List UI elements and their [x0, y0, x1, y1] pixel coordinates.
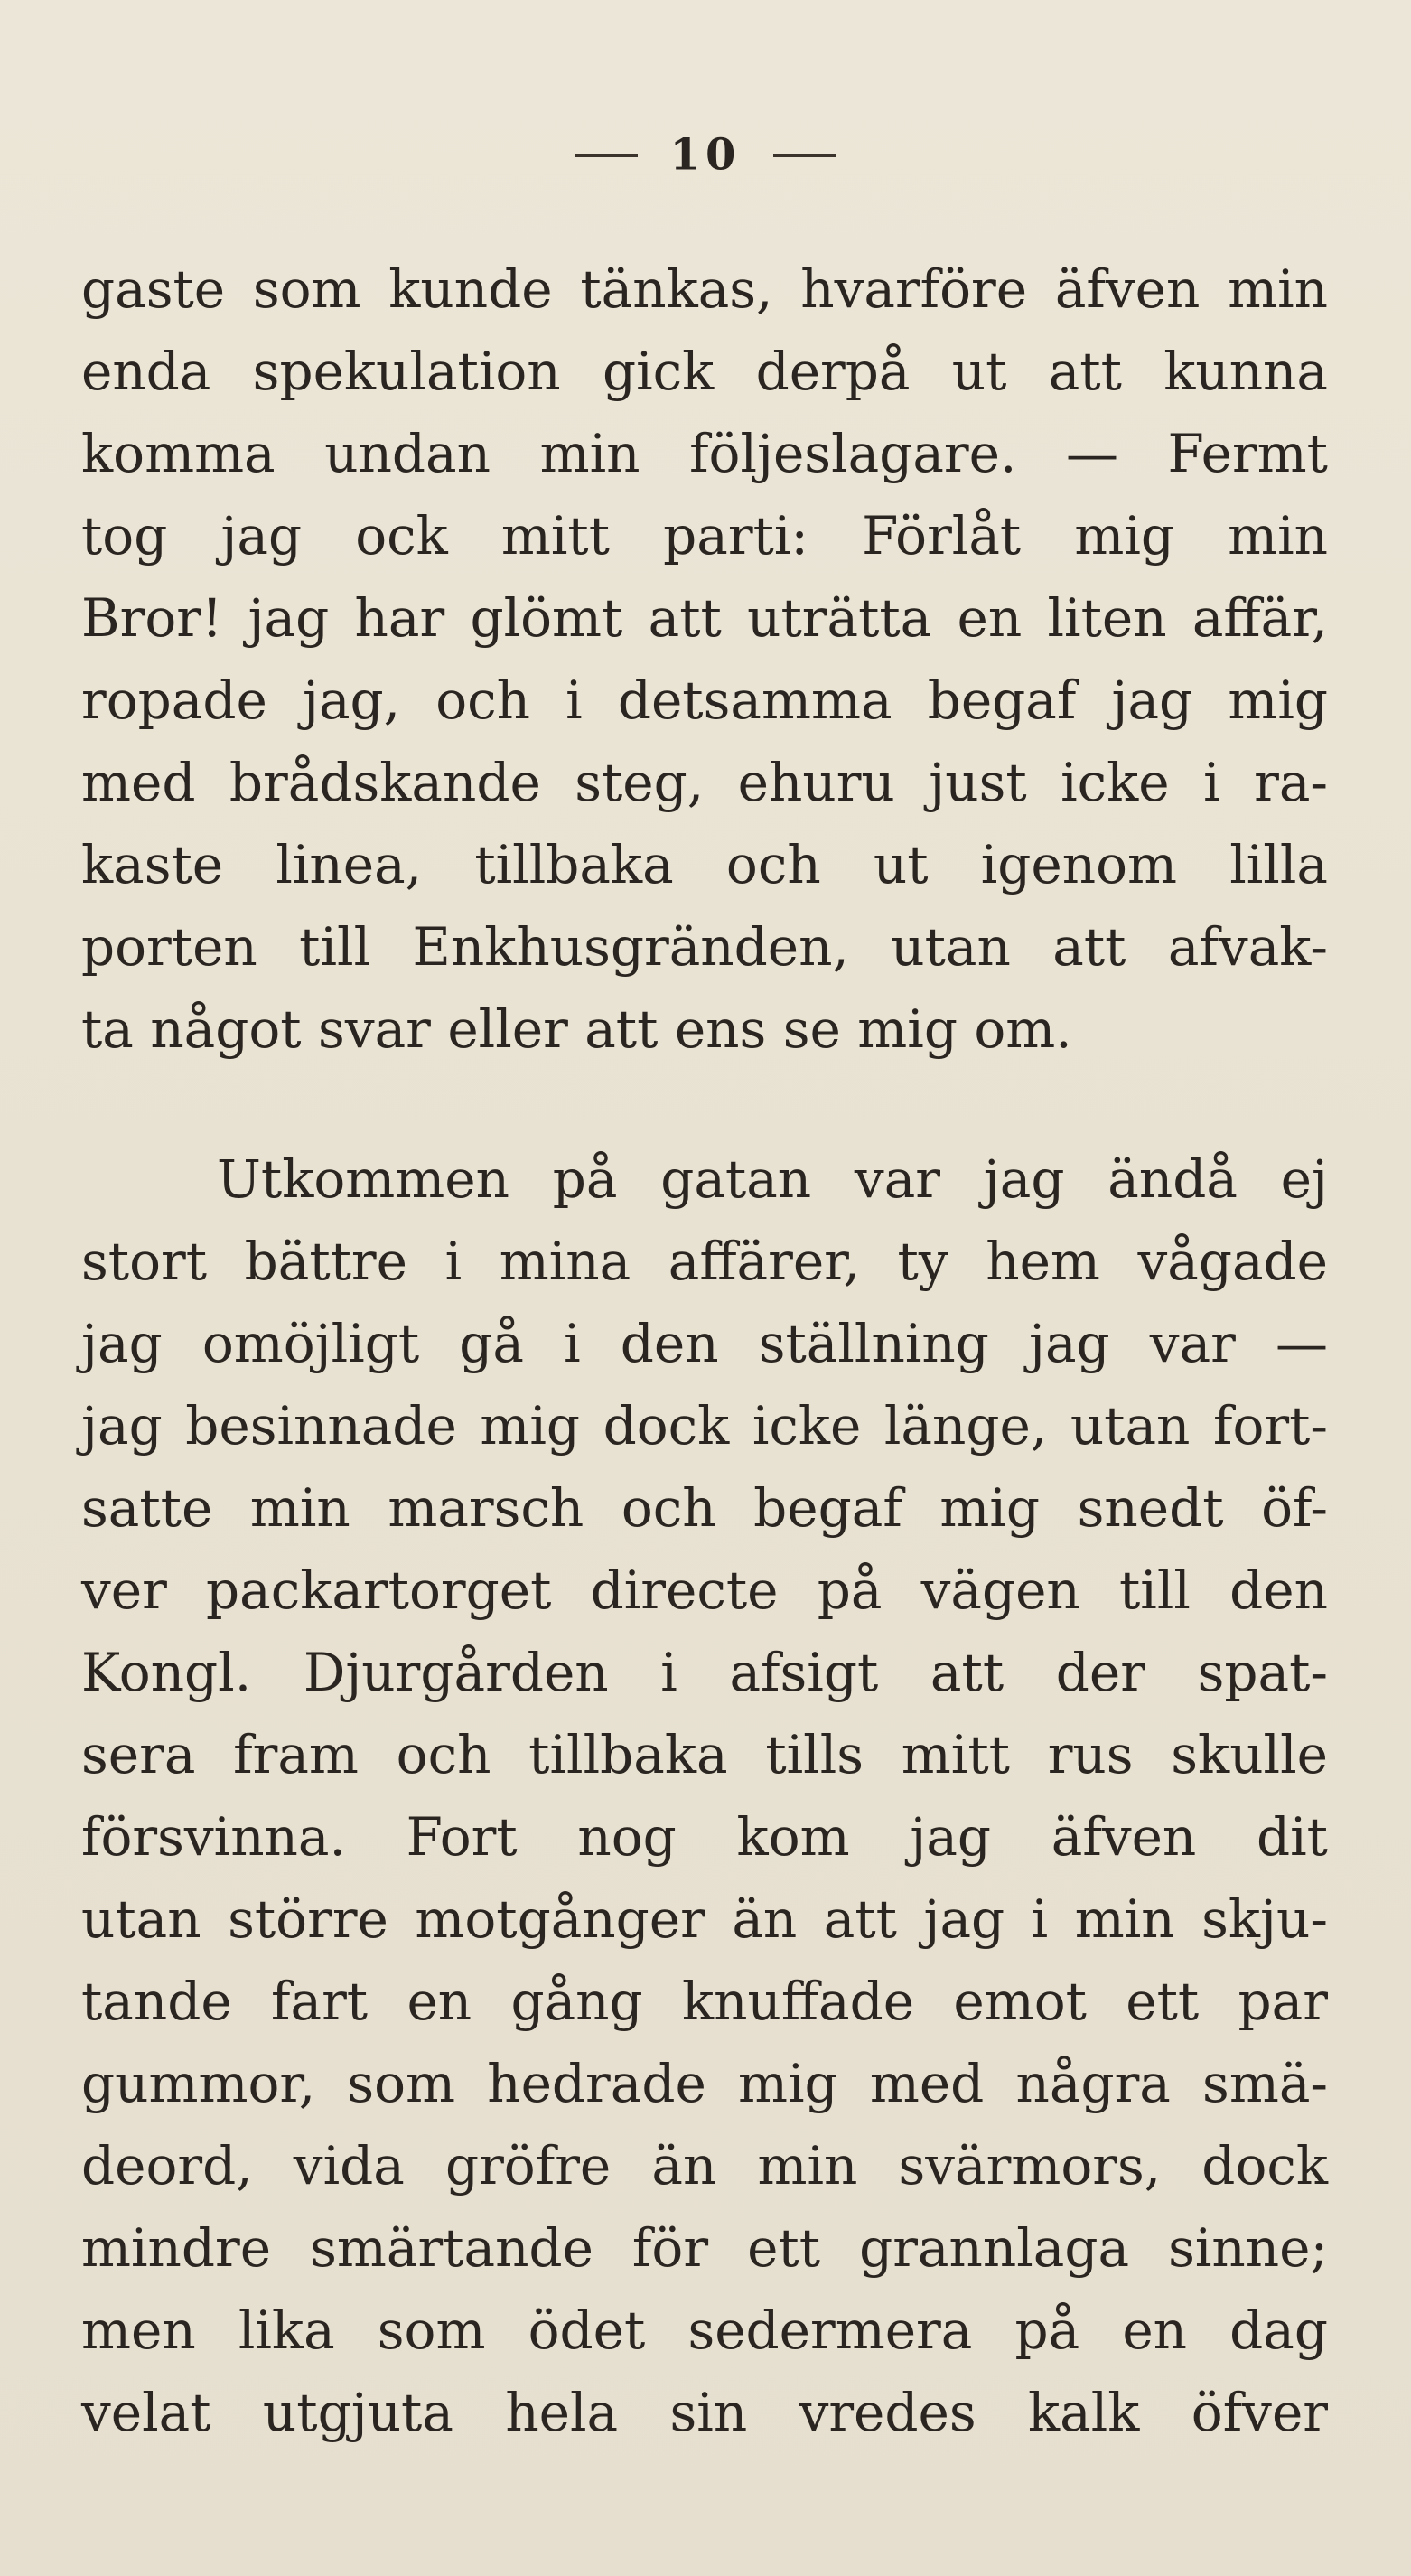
text-line: men lika som ödet sedermera på en dag — [81, 2300, 1328, 2361]
text-line: gummor, som hedrade mig med några smä- — [81, 2053, 1328, 2114]
header-dash-right — [773, 154, 836, 157]
text-line: ta något svar eller att ens se mig om. — [81, 998, 1072, 1060]
text-line: tande fart en gång knuffade emot ett par — [81, 1971, 1328, 2032]
text-line: komma undan min följeslagare. — Fermt — [81, 423, 1328, 484]
text-line: ver packartorget directe på vägen till den — [81, 1560, 1328, 1621]
text-line: Kongl. Djurgården i afsigt att der spat- — [81, 1642, 1328, 1703]
text-line: utan större motgånger än att jag i min skju- — [81, 1888, 1328, 1950]
text-line: Bror! jag har glömt att uträtta en liten affär, — [81, 587, 1328, 649]
text-line: jag besinnade mig dock icke länge, utan fort- — [81, 1395, 1328, 1457]
text-line: stort bättre i mina affärer, ty hem vågade — [81, 1231, 1328, 1292]
text-line: kaste linea, tillbaka och ut igenom lilla — [81, 834, 1328, 895]
text-line: gaste som kunde tänkas, hvarföre äfven min — [81, 258, 1328, 320]
text-line: velat utgjuta hela sin vredes kalk öfver — [81, 2382, 1328, 2443]
text-line: med brådskande steg, ehuru just icke i ra- — [81, 752, 1328, 813]
page-number: 10 — [669, 129, 742, 181]
text-line: jag omöjligt gå i den ställning jag var — — [81, 1313, 1328, 1374]
text-line: mindre smärtande för ett grannlaga sinne; — [81, 2217, 1328, 2279]
text-line: deord, vida gröfre än min svärmors, dock — [81, 2135, 1328, 2197]
text-line: porten till Enkhusgränden, utan att afvak- — [81, 916, 1328, 978]
text-line: enda spekulation gick derpå ut att kunna — [81, 341, 1328, 402]
text-line: sera fram och tillbaka tills mitt rus skulle — [81, 1724, 1328, 1785]
page-header — [0, 126, 1411, 181]
header-dash-left — [575, 154, 638, 157]
paragraph-1 — [81, 248, 1328, 1071]
paragraph-2 — [81, 1138, 1328, 2454]
text-line: ropade jag, och i detsamma begaf jag mig — [81, 670, 1328, 731]
text-line: satte min marsch och begaf mig snedt öf- — [81, 1477, 1328, 1539]
text-line: tog jag ock mitt parti: Förlåt mig min — [81, 505, 1328, 567]
text-line: Utkommen på gatan var jag ändå ej — [217, 1148, 1328, 1210]
text-line: försvinna. Fort nog kom jag äfven dit — [81, 1806, 1328, 1868]
